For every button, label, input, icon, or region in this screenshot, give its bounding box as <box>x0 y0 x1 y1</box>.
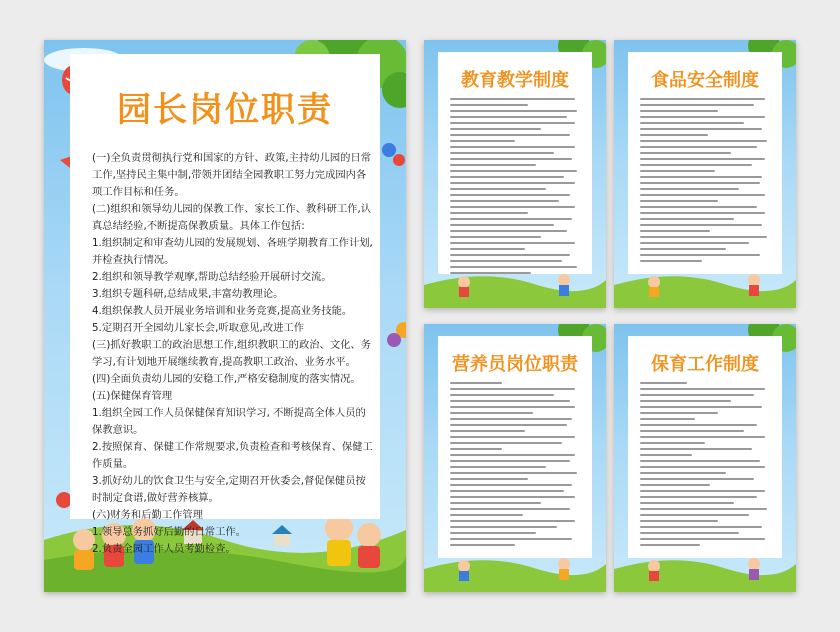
main-body <box>92 150 374 558</box>
edu-body-lines <box>450 98 580 278</box>
main-para-5: 3.组织专题科研,总结成果,丰富幼教理论。 <box>92 288 284 300</box>
edu-title: 教育教学制度 <box>461 70 569 91</box>
main-para-15: 1.领导总务抓好后勤的日常工作。 <box>92 526 246 538</box>
main-para-8: (三)抓好教职工的政治思想工作,组织教职工的政治、文化、务学习,有计划地开展继续教育,提高教职工政治、业务水平。 <box>92 339 372 368</box>
main-para-3: 1.组织制定和审查幼儿园的发展规划、各班学期教育工作计划,并检查执行情况。 <box>92 237 373 266</box>
main-para-11: 1.组织全园工作人员保健保育知识学习, 不断提高全体人员的保教意识。 <box>92 407 366 436</box>
main-card <box>70 54 380 555</box>
nutrition-board <box>424 324 606 592</box>
main-para-16: 2.负责全园工作人员考勤检查。 <box>92 543 236 555</box>
edu-board <box>424 40 606 308</box>
food-title: 食品安全制度 <box>651 70 759 91</box>
care-body-lines <box>640 382 770 550</box>
main-para-13: 3.抓好幼儿的饮食卫生与安全,定期召开伙委会,督促保健员按时制定食谱,做好营养核算。 <box>92 475 366 504</box>
main-para-7: 5.定期召开全园幼儿家长会,听取意见,改进工作 <box>92 322 305 334</box>
main-title: 园长岗位职责 <box>117 90 333 130</box>
main-para-14: (六)财务和后勤工作管理 <box>92 509 204 521</box>
nutrition-body-lines <box>450 382 580 550</box>
nutrition-title: 营养员岗位职责 <box>452 354 578 375</box>
edu-card <box>438 52 592 274</box>
main-para-4: 2.组织和领导教学观摩,帮助总结经验开展研讨交流。 <box>92 271 332 283</box>
main-para-2: (二)组织和领导幼儿园的保教工作、家长工作、教科研工作,认真总结经验,不断提高保教质量。具体工作包括: <box>92 203 372 232</box>
main-para-1: (一)全负责贯彻执行党和国家的方针、政策,主持幼儿园的日常工作,坚持民主集中制,带领并团结全园教职工努力完成园内各项工作目标和任务。 <box>92 152 372 198</box>
food-board <box>614 40 796 308</box>
main-para-12: 2.按照保育、保健工作常规要求,负责检查和考核保育、保健工作质量。 <box>92 441 373 470</box>
main-para-9: (四)全面负责幼儿园的安稳工作,严格安稳制度的落实情况。 <box>92 373 361 385</box>
food-body-lines <box>640 98 770 266</box>
nutrition-card <box>438 336 592 558</box>
care-board <box>614 324 796 592</box>
main-board <box>44 40 406 592</box>
food-card <box>628 52 782 274</box>
main-para-10: (五)保健保育管理 <box>92 390 173 402</box>
main-para-6: 4.组织保教人员开展业务培训和业务竞赛,提高业务技能。 <box>92 305 353 317</box>
care-title: 保育工作制度 <box>651 354 759 375</box>
care-card <box>628 336 782 558</box>
